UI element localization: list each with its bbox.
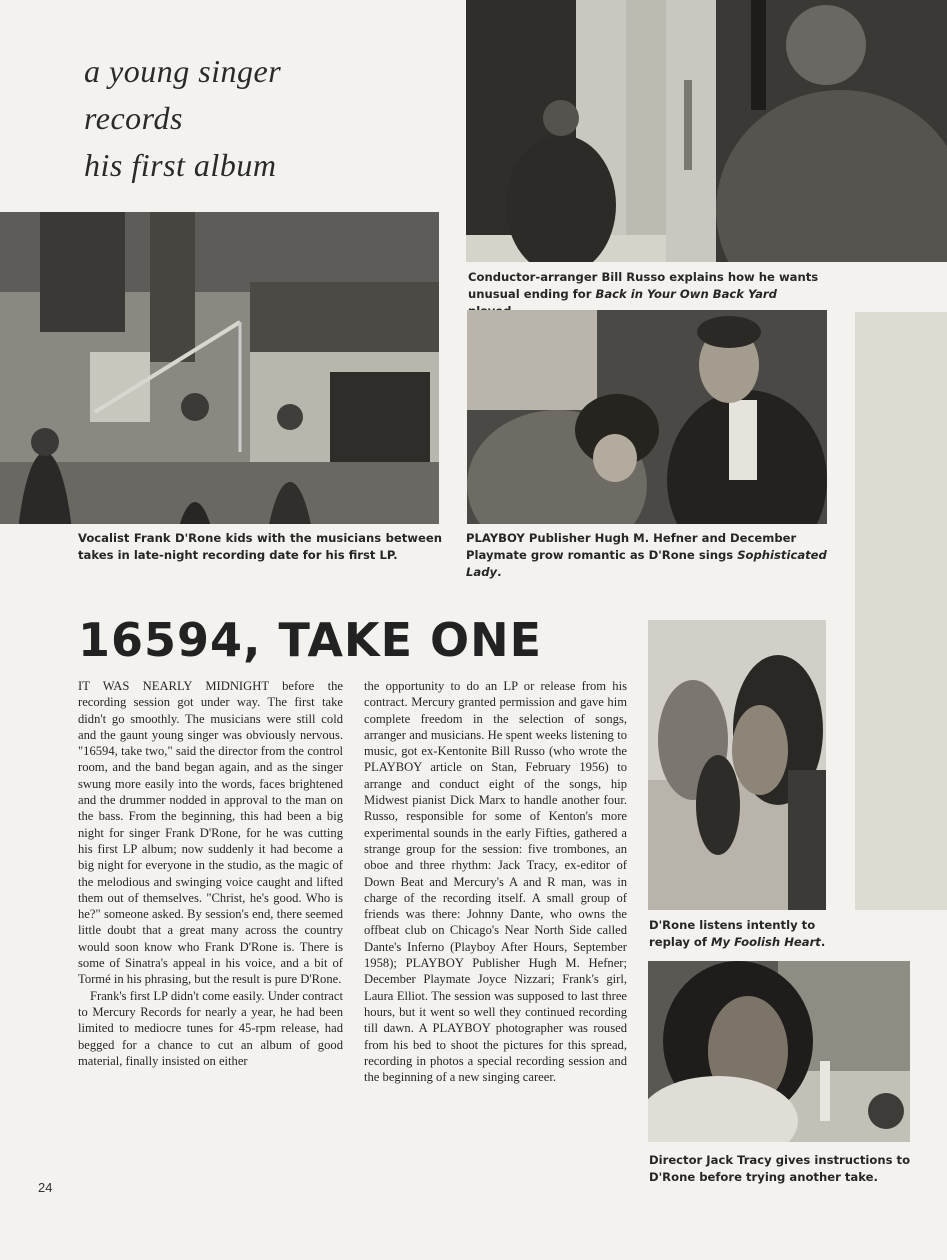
director-caption: Director Jack Tracy gives instructions to D'Rone before trying another take. — [649, 1153, 911, 1184]
song-title: Sophisticated Lady — [466, 548, 827, 579]
studio-wide-caption: Vocalist Frank D'Rone kids with the musicians between takes in late-night recording date for his first LP. — [78, 531, 442, 562]
song-title: Back in Your Own Back Yard — [595, 287, 777, 301]
headline-line-3: his first album — [84, 147, 277, 183]
song-title: My Foolish Heart — [710, 935, 821, 949]
listens-caption: D'Rone listens intently to replay of My Foolish Heart. — [649, 918, 826, 949]
headline-line-1: a young singer — [84, 53, 282, 89]
couple-caption: PLAYBOY Publisher Hugh M. Hefner and December Playmate grow romantic as D'Rone sings Sophisticated Lady. — [466, 531, 827, 579]
article-column-1 — [78, 678, 343, 1069]
director-photo — [648, 961, 910, 1142]
conductor-caption: Conductor-arranger Bill Russo explains how he wants unusual ending for Back in Your Own Back Yard — [468, 270, 819, 301]
conductor-photo — [466, 0, 947, 262]
headline — [84, 48, 414, 189]
article-column-2 — [364, 678, 627, 1085]
article-paragraph: Frank's first LP didn't come easily. Under contract to Mercury Records for nearly a year, he had been limited to mediocre tunes for 45-rpm release, had begged for a chance to cut an album of good material, finally insisted on either — [78, 988, 343, 1068]
headline-line-2: records — [84, 100, 183, 136]
article-title: 16594, TAKE ONE — [78, 613, 543, 667]
listens-photo — [648, 620, 826, 910]
page-edge-strip — [855, 312, 947, 910]
article-paragraph: the opportunity to do an LP or release from his contract. Mercury granted permission and gave him complete freedom in the selection of songs, arranger and musicians. He spent weeks listening to music, got ex-Kentonite Bill Russo (who wrote the PLAYBOY article on Stan, February 1956) to arrange and conduct eight of the songs, hip Midwest pianist Dick Marx to handle another four. Russo, responsible for some of Kenton's more experimental sounds in the early Fifties, gathered a strange group for the session: five trombones, an oboe and three rhythm: Jack Tracy, ex-editor of Down Beat and Mercury's A and R man, was in charge of the recording itself. A small group of friends was there: Johnny Dante, who owns the offbeat club on Chicago's Near North Side called Dante's Inferno (Playboy After Hours, September 1958); PLAYBOY Publisher Hugh M. Hefner; December Playmate Joyce Nizzari; Frank's girl, Laura Elliot. The session was supposed to last three hours, but it went so well they continued recording till dawn. A PLAYBOY photographer was roused from his bed to shoot the pictures for this spread, recording in photos a special recording session and the beginning of a new singing career. — [364, 679, 627, 1085]
couple-photo — [467, 310, 827, 524]
article-paragraph: IT WAS NEARLY MIDNIGHT before the recording session got under way. The first take didn't go smoothly. The musicians were still cold and the gaunt young singer was obviously nervous. "16594, take two," said the director from the control room, and the band began again, and as the singer swung more easily into the words, faces brightened and the drummer nodded in approval to the man on the bass. From the beginning, this had been a big night for singer Frank D'Rone, for he was cutting his first LP album; now suddenly it had become a big night for everyone in the studio, as the magic of the melodious and swinging voice caught and lifted them out of themselves. "Christ, he's good. Who is he?" someone asked. By session's end, there seemed little doubt that a great many across the country would soon know who Frank D'Rone is. There is some of Sinatra's appeal in his voice, and a bit of Tormé in his phrasing, but the result is pure D'Rone. — [78, 679, 343, 987]
page-number: 24 — [38, 1180, 53, 1195]
studio-wide-photo — [0, 212, 439, 524]
